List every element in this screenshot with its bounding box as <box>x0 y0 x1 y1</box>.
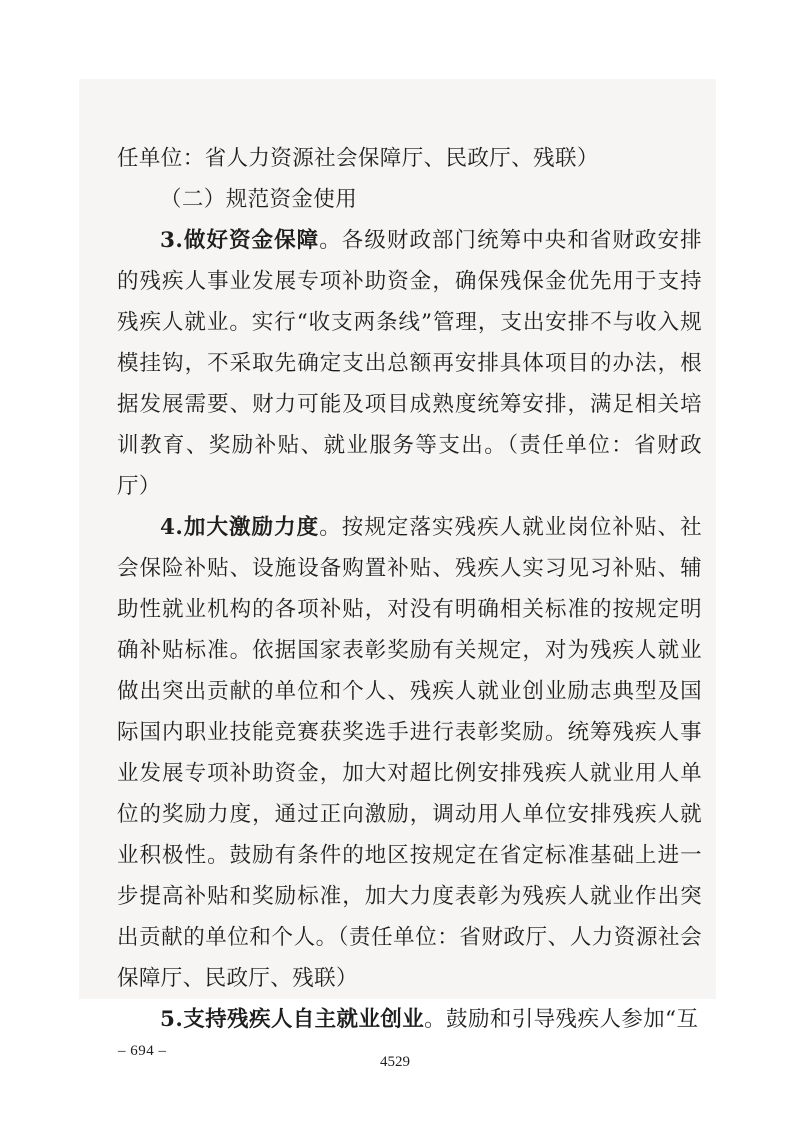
paragraph-text: 。各级财政部门统筹中央和省财政安排的残疾人事业发展专项补助资金，确保残保金优先用于支持残疾人就业。实行“收支两条线”管理，支出安排不与收入规模挂钩，不采取先确定支出总额再安排具体项目的办法，根据发展需要、财力可能及项目成熟度统筹安排，满足相关培训教育、奖励补贴、就业服务等支出。（责任单位：省财政厅） <box>117 228 702 499</box>
item-heading: 3.做好资金保障 <box>160 228 320 253</box>
section-heading-text: （二）规范资金使用 <box>160 187 358 212</box>
page-number: – 694 – <box>118 1043 167 1059</box>
item-heading: 4.加大激励力度 <box>160 515 320 540</box>
paragraph-item-5 <box>117 999 702 1040</box>
sheet-number: 4529 <box>380 1054 410 1070</box>
paragraph-text: 。按规定落实残疾人就业岗位补贴、社会保险补贴、设施设备购置补贴、残疾人实习见习补贴、辅助性就业机构的各项补贴，对没有明确相关标准的按规定明确补贴标准。依据国家表彰奖励有关规定，对为残疾人就业做出突出贡献的单位和个人、残疾人就业创业励志典型及国际国内职业技能竞赛获奖选手进行表彰奖励。统筹残疾人事业发展专项补助资金，加大对超比例安排残疾人就业用人单位的奖励力度，通过正向激励，调动用人单位安排残疾人就业积极性。鼓励有条件的地区按规定在省定标准基础上进一步提高补贴和奖励标准，加大力度表彰为残疾人就业作出突出贡献的单位和个人。（责任单位：省财政厅、人力资源社会保障厅、民政厅、残联） <box>117 515 702 991</box>
paragraph-item-3 <box>117 220 702 507</box>
paragraph-continuation <box>117 138 702 179</box>
paragraph-text: 任单位：省人力资源社会保障厅、民政厅、残联） <box>117 146 599 171</box>
document-body <box>117 138 702 1040</box>
item-heading: 5.支持残疾人自主就业创业 <box>160 1007 425 1032</box>
paragraph-item-4 <box>117 507 702 999</box>
paragraph-text: 。鼓励和引导残疾人参加“互 <box>424 1007 699 1032</box>
section-heading <box>117 179 702 220</box>
